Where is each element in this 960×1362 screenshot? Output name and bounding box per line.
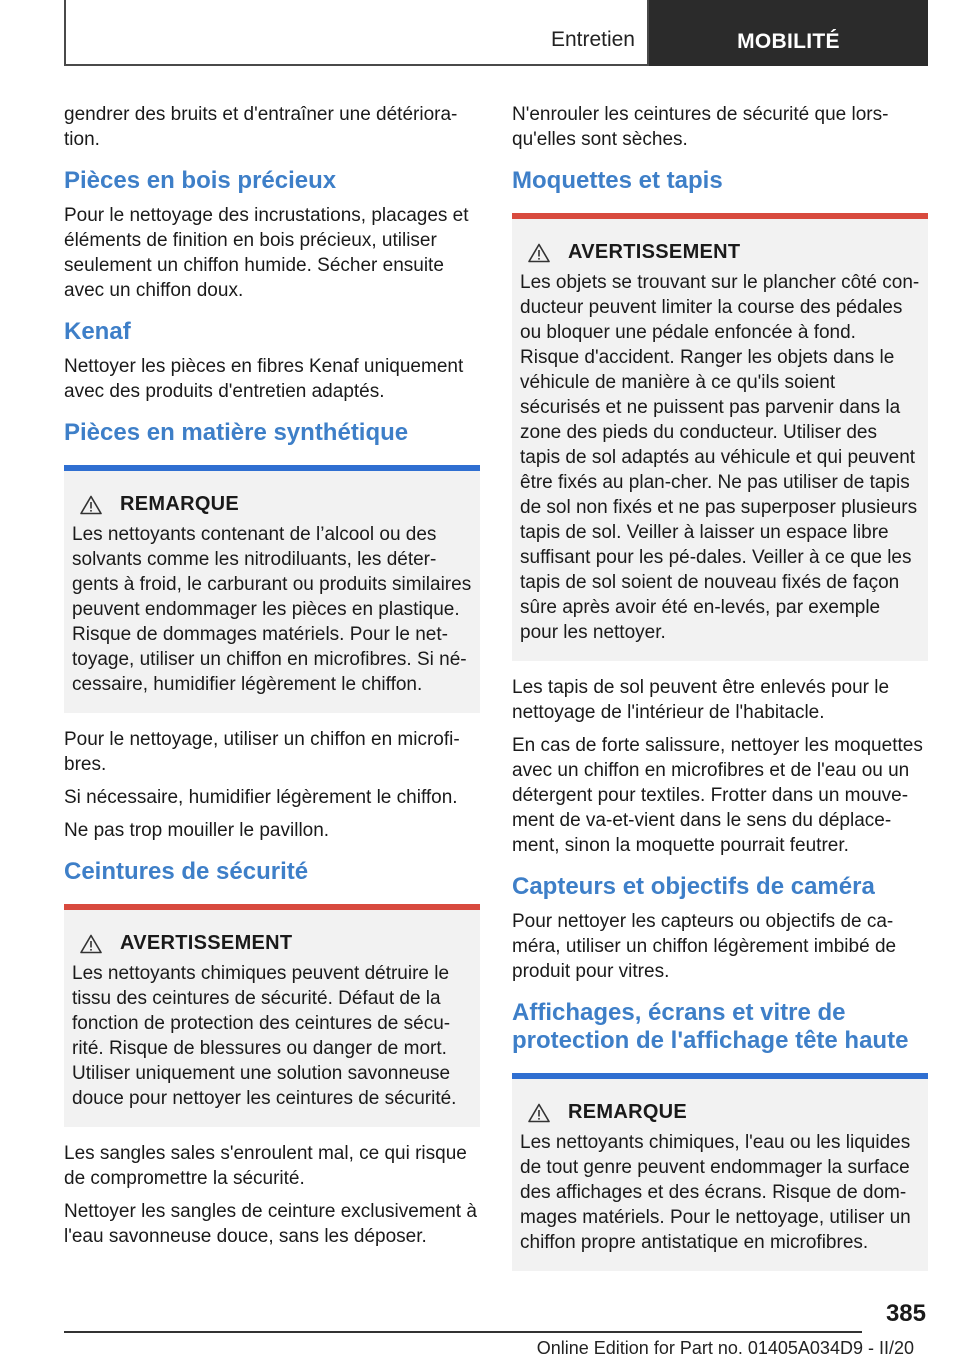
chapter-tab	[64, 0, 649, 66]
paragraph: gendrer des bruits et d'entraîner une détériora-tion.	[64, 104, 458, 150]
right-column	[512, 102, 928, 1285]
paragraph: Nettoyer les sangles de ceinture exclusivement à l'eau savonneuse douce, sans les déposer.	[64, 1201, 477, 1247]
notice-title: AVERTISSEMENT	[568, 241, 741, 263]
paragraph: Nettoyer les pièces en fibres Kenaf uniquement avec des produits d'entretien adaptés.	[64, 356, 464, 402]
left-column	[64, 102, 480, 1257]
avertissement-notice	[512, 213, 928, 661]
notice-text: Les objets se trouvant sur le plancher côté con-ducteur peuvent limiter la course des pédales ou bloquer une pédale enfoncée à fond. Risque d'accident. Ranger les objets dans le véhicule de manière à ce qu'ils soient sécurisés et ne puissent pas parvenir dans la zone des pieds du conducteur. Utiliser des tapis de sol adaptés au véhicule et qui peuvent être fixés au plan-cher. Ne pas utiliser de tapis de sol non fixés et ne pas superposer plusieurs tapis de sol. Veiller à laisser un espace libre suffisant pour les pé-dales. Veiller à ce que les tapis de sol soient de nouveau fixés de façon sûre après avoir été en-levés, par exemple pour les nettoyer.	[520, 272, 920, 643]
heading-bois: Pièces en bois précieux	[64, 167, 337, 194]
paragraph: Pour le nettoyage des incrustations, placages et éléments de finition en bois précieux, utiliser seulement un chiffon humide. Sécher ensuite avec un chiffon doux.	[64, 205, 469, 301]
warning-triangle-icon	[80, 934, 102, 954]
warning-triangle-icon	[528, 1103, 550, 1123]
heading-moquettes: Moquettes et tapis	[512, 167, 723, 194]
notice-title: AVERTISSEMENT	[120, 932, 293, 954]
section-tab	[649, 0, 928, 66]
remarque-notice	[64, 465, 480, 713]
heading-kenaf: Kenaf	[64, 318, 131, 345]
warning-triangle-icon	[528, 243, 550, 263]
notice-title: REMARQUE	[568, 1101, 688, 1123]
paragraph: Ne pas trop mouiller le pavillon.	[64, 820, 330, 841]
notice-text: Les nettoyants chimiques peuvent détruire le tissu des ceintures de sécurité. Défaut de la fonction de protection des ceintures de sécu-rité. Risque de blessures ou danger de mort. Utiliser uniquement une solution savonneuse douce pour nettoyer les ceintures de sécurité.	[72, 963, 457, 1109]
notice-title: REMARQUE	[120, 493, 240, 515]
heading-affichages: Affichages, écrans et vitre de protection de l'affichage tête haute	[512, 999, 909, 1054]
warning-triangle-icon	[80, 495, 102, 515]
paragraph: Si nécessaire, humidifier légèrement le chiffon.	[64, 787, 458, 808]
avertissement-notice	[64, 904, 480, 1127]
heading-capteurs: Capteurs et objectifs de caméra	[512, 873, 875, 900]
notice-text: Les nettoyants chimiques, l'eau ou les liquides de tout genre peuvent endommager la surface des affichages et des écrans. Risque de dom-mages matériels. Pour le nettoyage, utiliser un chiffon propre antistatique en microfibres.	[520, 1132, 911, 1253]
heading-synthetique: Pièces en matière synthétique	[64, 419, 409, 446]
section-title: MOBILITÉ	[737, 30, 840, 53]
paragraph: Les tapis de sol peuvent être enlevés pour le nettoyage de l'intérieur de l'habitacle.	[512, 677, 890, 723]
chapter-title: Entretien	[550, 28, 635, 51]
paragraph: Pour le nettoyage, utiliser un chiffon en microfi-bres.	[64, 729, 460, 775]
paragraph: N'enrouler les ceintures de sécurité que lors-qu'elles sont sèches.	[512, 104, 889, 150]
footer-divider	[64, 1331, 862, 1333]
heading-ceintures: Ceintures de sécurité	[64, 858, 309, 885]
page-number: 385	[885, 1300, 926, 1327]
paragraph: Les sangles sales s'enroulent mal, ce qui risque de compromettre la sécurité.	[64, 1143, 467, 1189]
footer-edition: Online Edition for Part no. 01405A034D9 - II/20	[536, 1338, 914, 1358]
remarque-notice	[512, 1073, 928, 1271]
paragraph: Pour nettoyer les capteurs ou objectifs de ca-méra, utiliser un chiffon légèrement imbibé de produit pour vitres.	[512, 911, 897, 982]
notice-text: Les nettoyants contenant de l’alcool ou des solvants comme les nitrodiluants, les déter-gents à froid, le carburant ou produits similaires peuvent endommager les pièces en plastique. Risque de dommages matériels. Pour le net-toyage, utiliser un chiffon en microfibres. Si né-cessaire, humidifier légèrement le chiffon.	[72, 524, 472, 695]
page-header	[64, 0, 928, 66]
paragraph: En cas de forte salissure, nettoyer les moquettes avec un chiffon en microfibres et de l'eau ou un détergent pour textiles. Frotter dans un mouve-ment de va-et-vient dans le sens du déplace-ment, sinon la moquette pourrait feutrer.	[512, 735, 923, 856]
